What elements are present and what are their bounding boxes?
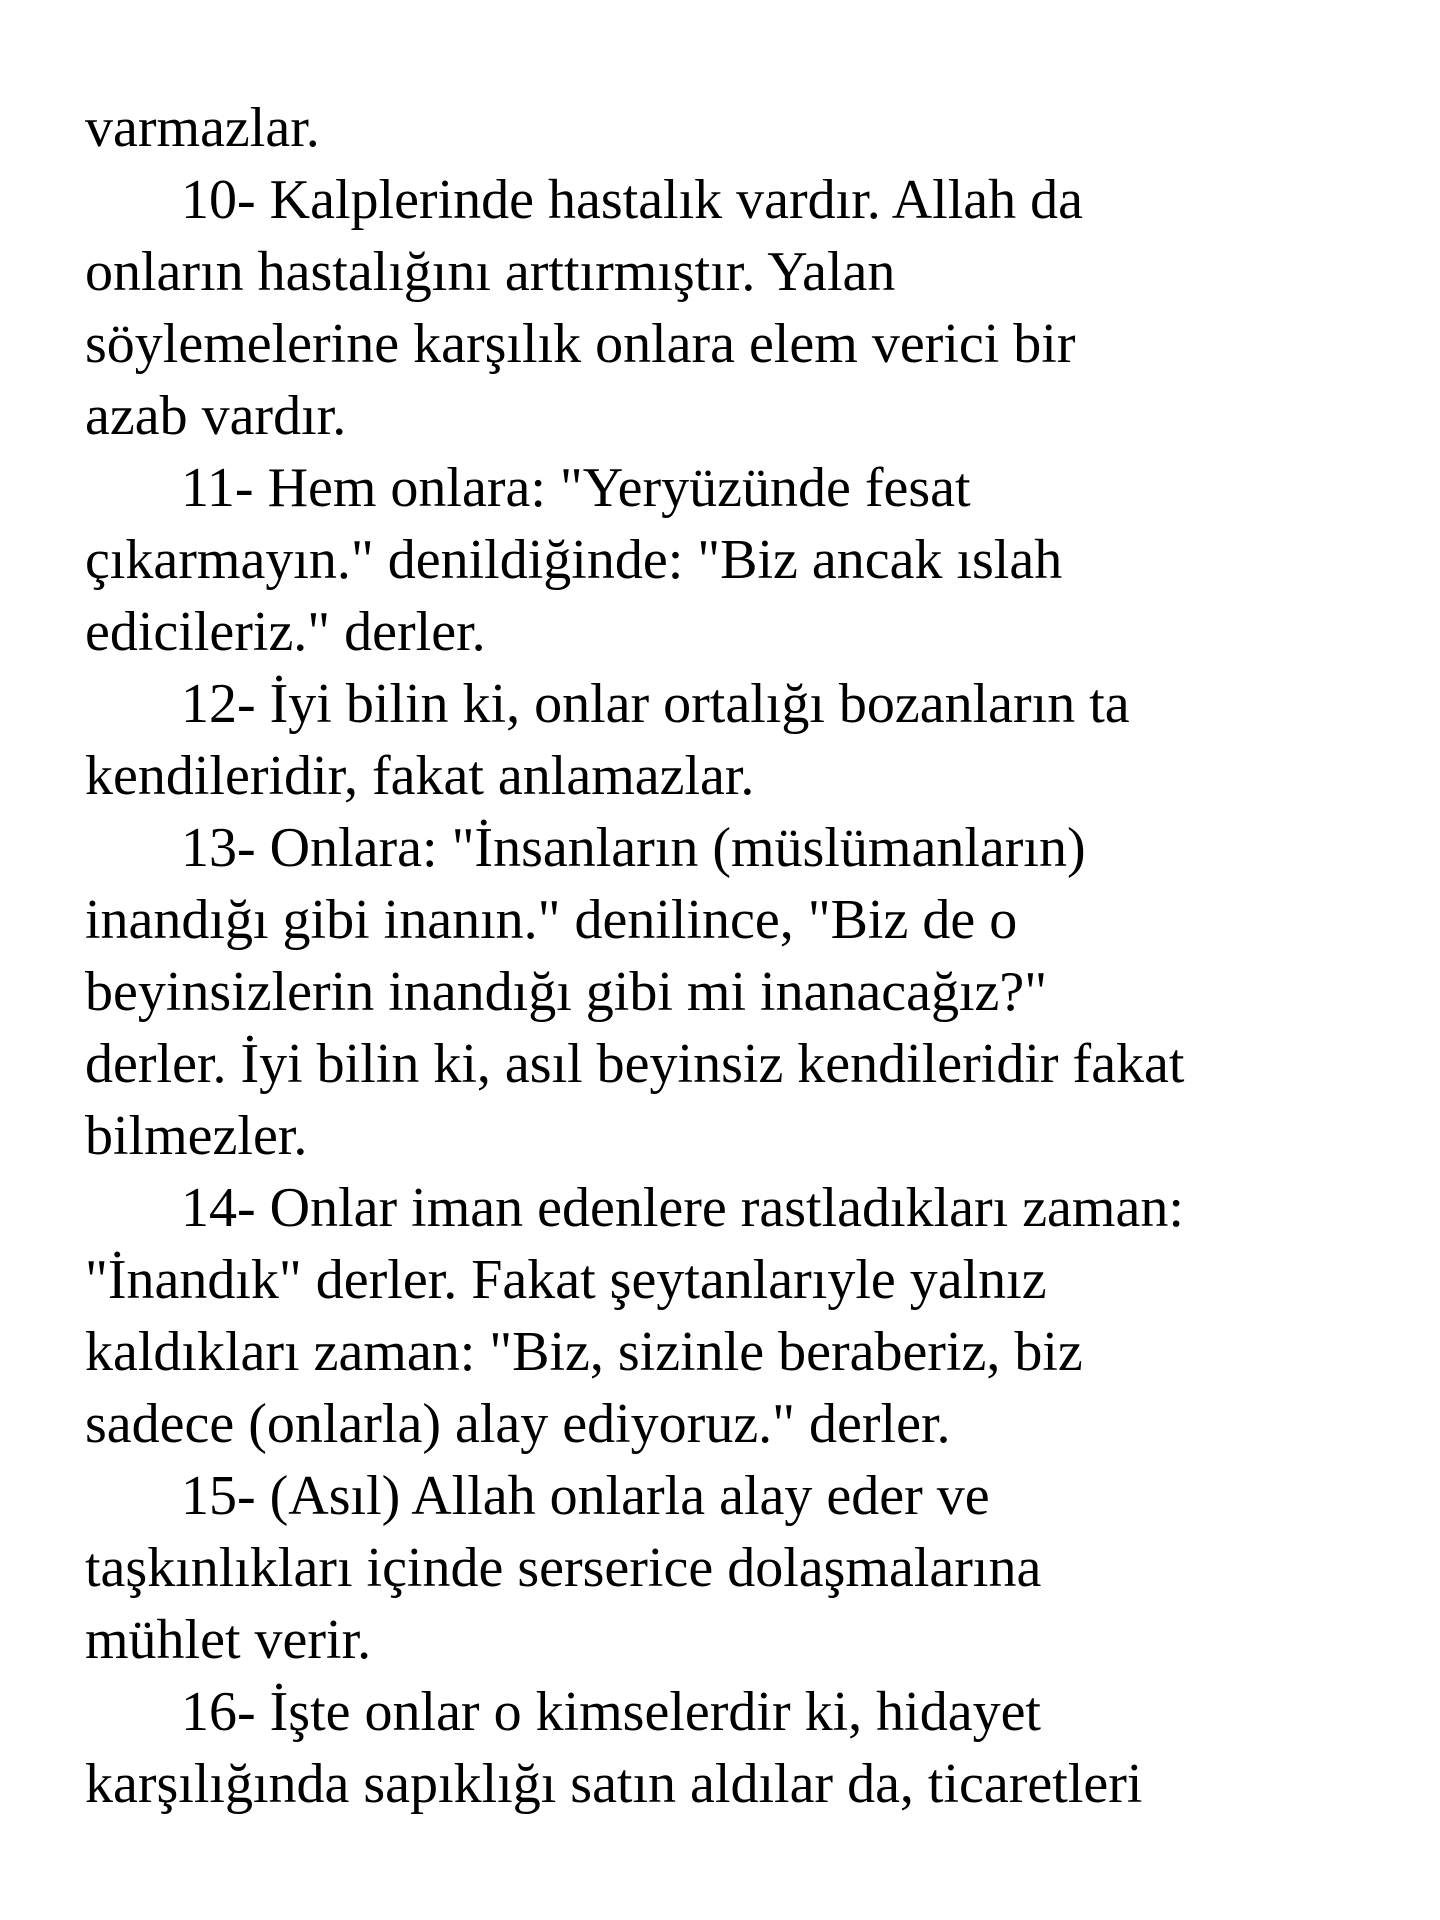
verse-15 [85, 1460, 1415, 1676]
text-line: karşılığında sapıklığı satın aldılar da, ticaretleri [85, 1753, 1143, 1815]
text-line: kendileridir, fakat anlamazlar. [85, 745, 755, 807]
text-line: kaldıkları zaman: "Biz, sizinle beraberiz, biz [85, 1321, 1083, 1383]
verse-11 [85, 452, 1415, 668]
text-line: 12- İyi bilin ki, onlar ortalığı bozanların ta [181, 673, 1130, 735]
text-line: mühlet verir. [85, 1609, 372, 1671]
text-line: 11- Hem onlara: "Yeryüzünde fesat [181, 457, 971, 519]
text-line: 16- İşte onlar o kimselerdir ki, hidayet [181, 1681, 1041, 1743]
verse-12 [85, 668, 1415, 812]
text-line: 15- (Asıl) Allah onlarla alay eder ve [181, 1465, 990, 1527]
text-line: varmazlar. [85, 97, 320, 159]
text-line: 13- Onlara: "İnsanların (müslümanların) [181, 817, 1086, 879]
verse-10 [85, 164, 1415, 452]
text-line: 10- Kalplerinde hastalık vardır. Allah da [181, 169, 1083, 231]
text-line: inandığı gibi inanın." denilince, "Biz de o [85, 889, 1018, 951]
text-line: 14- Onlar iman edenlere rastladıkları zaman: [181, 1177, 1184, 1239]
text-line: sadece (onlarla) alay ediyoruz." derler. [85, 1393, 951, 1455]
text-line: derler. İyi bilin ki, asıl beyinsiz kendileridir fakat [85, 1033, 1185, 1095]
text-line: edicileriz." derler. [85, 601, 486, 663]
text-line: taşkınlıkları içinde serserice dolaşmalarına [85, 1537, 1042, 1599]
text-line: bilmezler. [85, 1105, 308, 1167]
text-line: "İnandık" derler. Fakat şeytanlarıyle yalnız [85, 1249, 1047, 1311]
document-page [85, 92, 1415, 1820]
verse-13 [85, 812, 1415, 1172]
paragraph-continuation [85, 92, 1415, 164]
text-line: beyinsizlerin inandığı gibi mi inanacağız?" [85, 961, 1048, 1023]
text-line: söylemelerine karşılık onlara elem verici bir [85, 313, 1076, 375]
text-line: onların hastalığını arttırmıştır. Yalan [85, 241, 896, 303]
verse-14 [85, 1172, 1415, 1460]
text-line: çıkarmayın." denildiğinde: "Biz ancak ıslah [85, 529, 1063, 591]
text-line: azab vardır. [85, 385, 347, 447]
verse-16 [85, 1676, 1415, 1820]
